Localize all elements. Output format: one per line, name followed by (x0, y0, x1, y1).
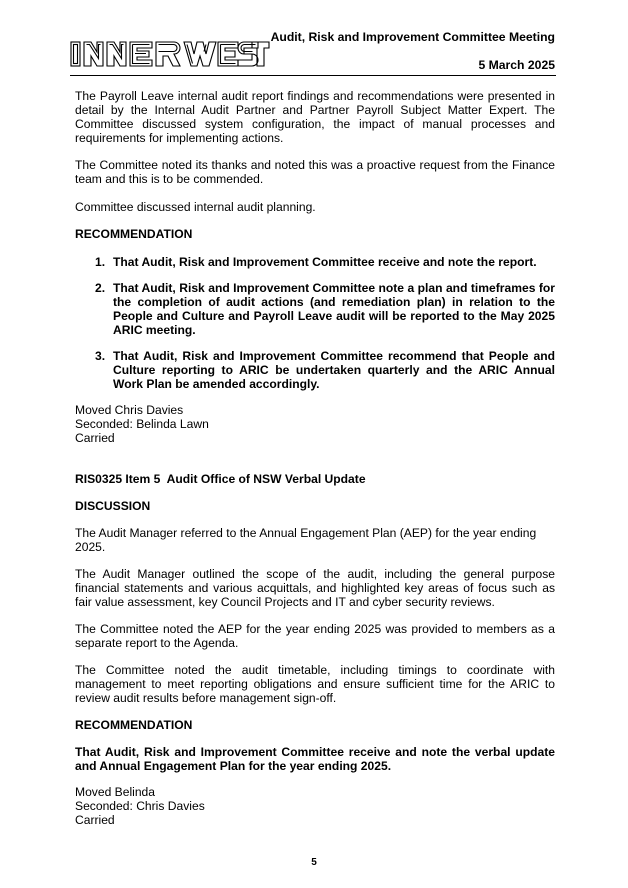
paragraph: The Committee noted the audit timetable, including timings to coordinate with management to meet reporting obligations and ensure sufficient time for the ARIC to review audit results before management sign-off. (75, 663, 555, 705)
list-item (75, 349, 555, 391)
seconded-by: Seconded: Chris Davies (75, 799, 205, 813)
item-heading: RIS0325 Item 5 Audit Office of NSW Verbal Update (75, 472, 366, 486)
recommendation-text: That Audit, Risk and Improvement Committee receive and note the verbal update and Annual Engagement Plan for the year ending 2025. (75, 745, 555, 773)
moved-by: Moved Belinda (75, 785, 156, 799)
vote-result: Carried (75, 431, 115, 445)
list-item (75, 281, 555, 337)
recommendation-text: That Audit, Risk and Improvement Committee recommend that People and Culture reporting to ARIC be undertaken quarterly and the ARIC Annual Work Plan be amended accordingly. (113, 349, 555, 391)
vote-result: Carried (75, 813, 115, 827)
paragraph: The Committee noted its thanks and noted this was a proactive request from the Finance team and this is to be commended. (75, 158, 555, 186)
recommendation-list (75, 255, 555, 391)
meeting-date: 5 March 2025 (478, 58, 555, 72)
moved-by: Moved Chris Davies (75, 403, 184, 417)
list-number: 3. (95, 349, 106, 363)
paragraph: Committee discussed internal audit planning. (75, 200, 316, 214)
paragraph: The Audit Manager referred to the Annual Engagement Plan (AEP) for the year ending 2025. (75, 526, 537, 554)
section-heading: RECOMMENDATION (75, 227, 193, 241)
section-heading: RECOMMENDATION (75, 718, 193, 732)
paragraph: The Audit Manager outlined the scope of the audit, including the general purpose financial statements and various acquittals, and highlighted key areas of focus such as fair value assessment, key Council Projects and IT and cyber security reviews. (75, 567, 555, 609)
vote-record (75, 403, 555, 445)
paragraph: The Committee noted the AEP for the year ending 2025 was provided to members as a separate report to the Agenda. (75, 622, 555, 650)
recommendation-text: That Audit, Risk and Improvement Committee note a plan and timeframes for the completion of audit actions (and remediation plan) in relation to the People and Culture and Payroll Leave audit will be reported to the May 2025 ARIC meeting. (113, 281, 555, 337)
list-number: 1. (95, 255, 106, 269)
list-item (75, 255, 555, 269)
section-heading: DISCUSSION (75, 499, 151, 513)
inner-west-logo (70, 39, 270, 69)
meeting-title: Audit, Risk and Improvement Committee Meeting (270, 30, 555, 44)
header-divider (70, 75, 556, 76)
page-number: 5 (311, 857, 317, 868)
recommendation-text: That Audit, Risk and Improvement Committee receive and note the report. (113, 255, 537, 269)
seconded-by: Seconded: Belinda Lawn (75, 417, 209, 431)
minutes-body (75, 89, 555, 827)
list-number: 2. (95, 281, 106, 295)
vote-record (75, 785, 555, 827)
paragraph: The Payroll Leave internal audit report findings and recommendations were presented in detail by the Internal Audit Partner and Partner Payroll Subject Matter Expert. The Committee discussed system configuration, the impact of manual processes and requirements for implementing actions. (75, 89, 555, 145)
